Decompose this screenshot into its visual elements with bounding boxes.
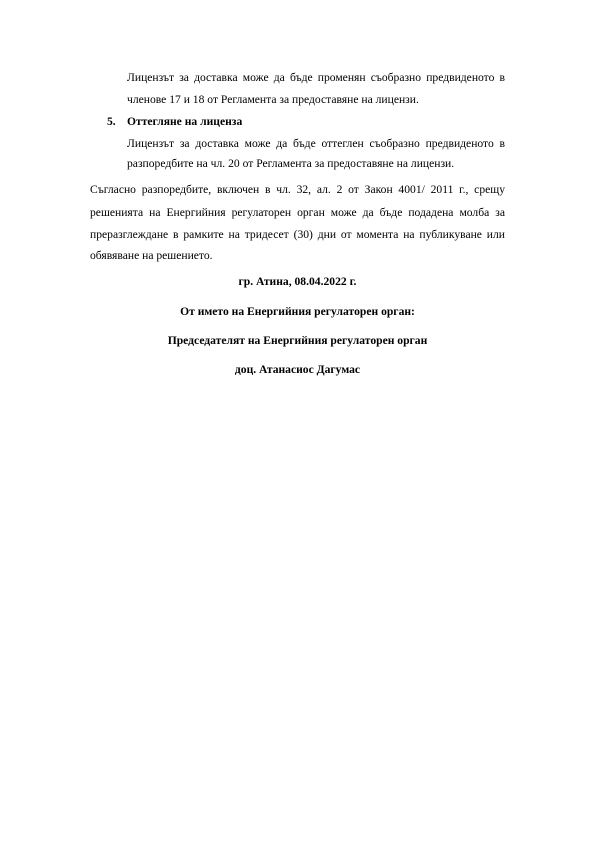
appeal-line-3: преразглеждане в рамките на тридесет (30) дни от момента на публикуване или xyxy=(90,228,505,241)
appeal-line-2: решенията на Енергийния регулаторен орган може да бъде подадена молба за xyxy=(90,206,505,219)
signature-name: доц. Атанасиос Дагумас xyxy=(234,363,361,376)
section5-text-line-2: разпоредбите на чл. 20 от Регламента за предоставяне на лицензи. xyxy=(127,157,455,170)
signature-on-behalf: От името на Енергийния регулаторен орган: xyxy=(180,305,415,318)
section4-text-line-2: членове 17 и 18 от Регламента за предоставяне на лицензи. xyxy=(127,93,419,106)
section5-text-line-1: Лицензът за доставка може да бъде оттеглен съобразно предвиденото в xyxy=(127,137,505,150)
section5-heading: Оттегляне на лиценза xyxy=(127,115,243,128)
signature-place-date: гр. Атина, 08.04.2022 г. xyxy=(238,275,357,288)
section4-text-line-1: Лицензът за доставка може да бъде променян съобразно предвиденото в xyxy=(127,71,505,84)
section5-number: 5. xyxy=(107,115,116,128)
appeal-line-1: Съгласно разпоредбите, включен в чл. 32, ал. 2 от Закон 4001/ 2011 г., срещу xyxy=(90,183,505,196)
signature-chairman-title: Председателят на Енергийния регулаторен орган xyxy=(167,334,428,347)
appeal-line-4: обявяване на решението. xyxy=(90,249,213,262)
